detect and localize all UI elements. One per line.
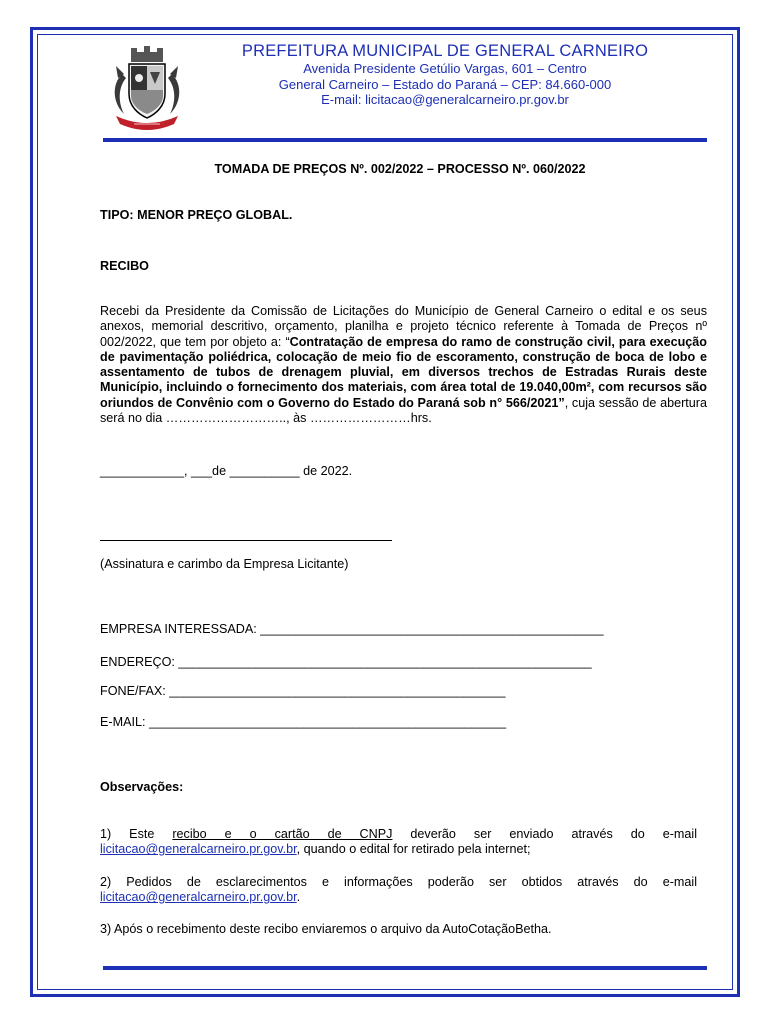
observation-2 — [100, 875, 697, 906]
header-block — [200, 41, 690, 108]
email-field: E-MAIL: ___________________________________________________ — [100, 715, 507, 729]
footer-rule — [103, 966, 707, 970]
date-line: ____________, ___de __________ de 2022. — [100, 464, 353, 478]
tipo-line: TIPO: MENOR PREÇO GLOBAL. — [100, 208, 293, 222]
obs1-underlined: recibo e o cartão de CNPJ — [172, 827, 393, 841]
observations-heading: Observações: — [100, 780, 184, 794]
empresa-field: EMPRESA INTERESSADA: _________________________________________________ — [100, 622, 604, 636]
obs2-email-link[interactable]: licitacao@generalcarneiro.pr.gov.br — [100, 890, 297, 905]
obs2-text-a: 2) Pedidos de esclarecimentos e informações poderão ser obtidos através do e-mail — [100, 875, 697, 889]
endereco-field: ENDEREÇO: ___________________________________________________________ — [100, 655, 592, 669]
observation-3: 3) Após o recebimento deste recibo enviaremos o arquivo da AutoCotaçãoBetha. — [100, 922, 552, 936]
paragraph-end: , cuja sessão de abertura será no dia ……………………….., às ……………………hrs. — [100, 395, 707, 426]
org-city: General Carneiro – Estado do Paraná – CEP: 84.660-000 — [278, 76, 612, 92]
obs1-text-c: , quando o edital for retirado pela internet; — [296, 842, 531, 857]
org-name: PREFEITURA MUNICIPAL DE GENERAL CARNEIRO — [241, 42, 649, 60]
coat-of-arms-icon — [104, 44, 190, 134]
receipt-paragraph — [100, 304, 707, 426]
signature-caption: (Assinatura e carimbo da Empresa Licitante) — [100, 557, 349, 571]
header-rule — [103, 138, 707, 142]
obs2-text-c: . — [296, 890, 301, 905]
fone-field: FONE/FAX: ________________________________________________ — [100, 684, 506, 698]
obs1-text-b: deverão ser enviado através do e-mail — [392, 827, 697, 841]
org-address: Avenida Presidente Getúlio Vargas, 601 – Centro — [303, 61, 587, 76]
paragraph-intro: Recebi da Presidente da Comissão de Licitações do Município de General Carneiro o edital e os seus anexos, memorial descritivo, orçamento, planilha e projeto técnico referente à Tomada de Preços nº 002/2022, que tem por objeto a: “ — [100, 304, 707, 349]
paragraph-object: Contratação de empresa do ramo de construção civil, para execução de pavimentação poliédrica, colocação de meio fio de escoramento, construção de boca de lobo e assentamento de tubos de drenagem pluvial, em diversos trechos de Estradas Rurais deste Município, incluindo o fornecimento dos materiais, com área total de 19.040,00m², com recursos são oriundos de Convênio com o Governo do Estado do Paraná sob n° 566/2021” — [100, 334, 707, 410]
observation-1 — [100, 827, 697, 858]
signature-line — [100, 540, 392, 541]
obs1-email-link[interactable]: licitacao@generalcarneiro.pr.gov.br — [100, 842, 297, 857]
document-title: TOMADA DE PREÇOS Nº. 002/2022 – PROCESSO Nº. 060/2022 — [214, 162, 586, 176]
obs1-text-a: 1) Este — [100, 827, 173, 841]
org-email: E-mail: licitacao@generalcarneiro.pr.gov.br — [321, 92, 569, 107]
recibo-heading: RECIBO — [100, 259, 149, 273]
